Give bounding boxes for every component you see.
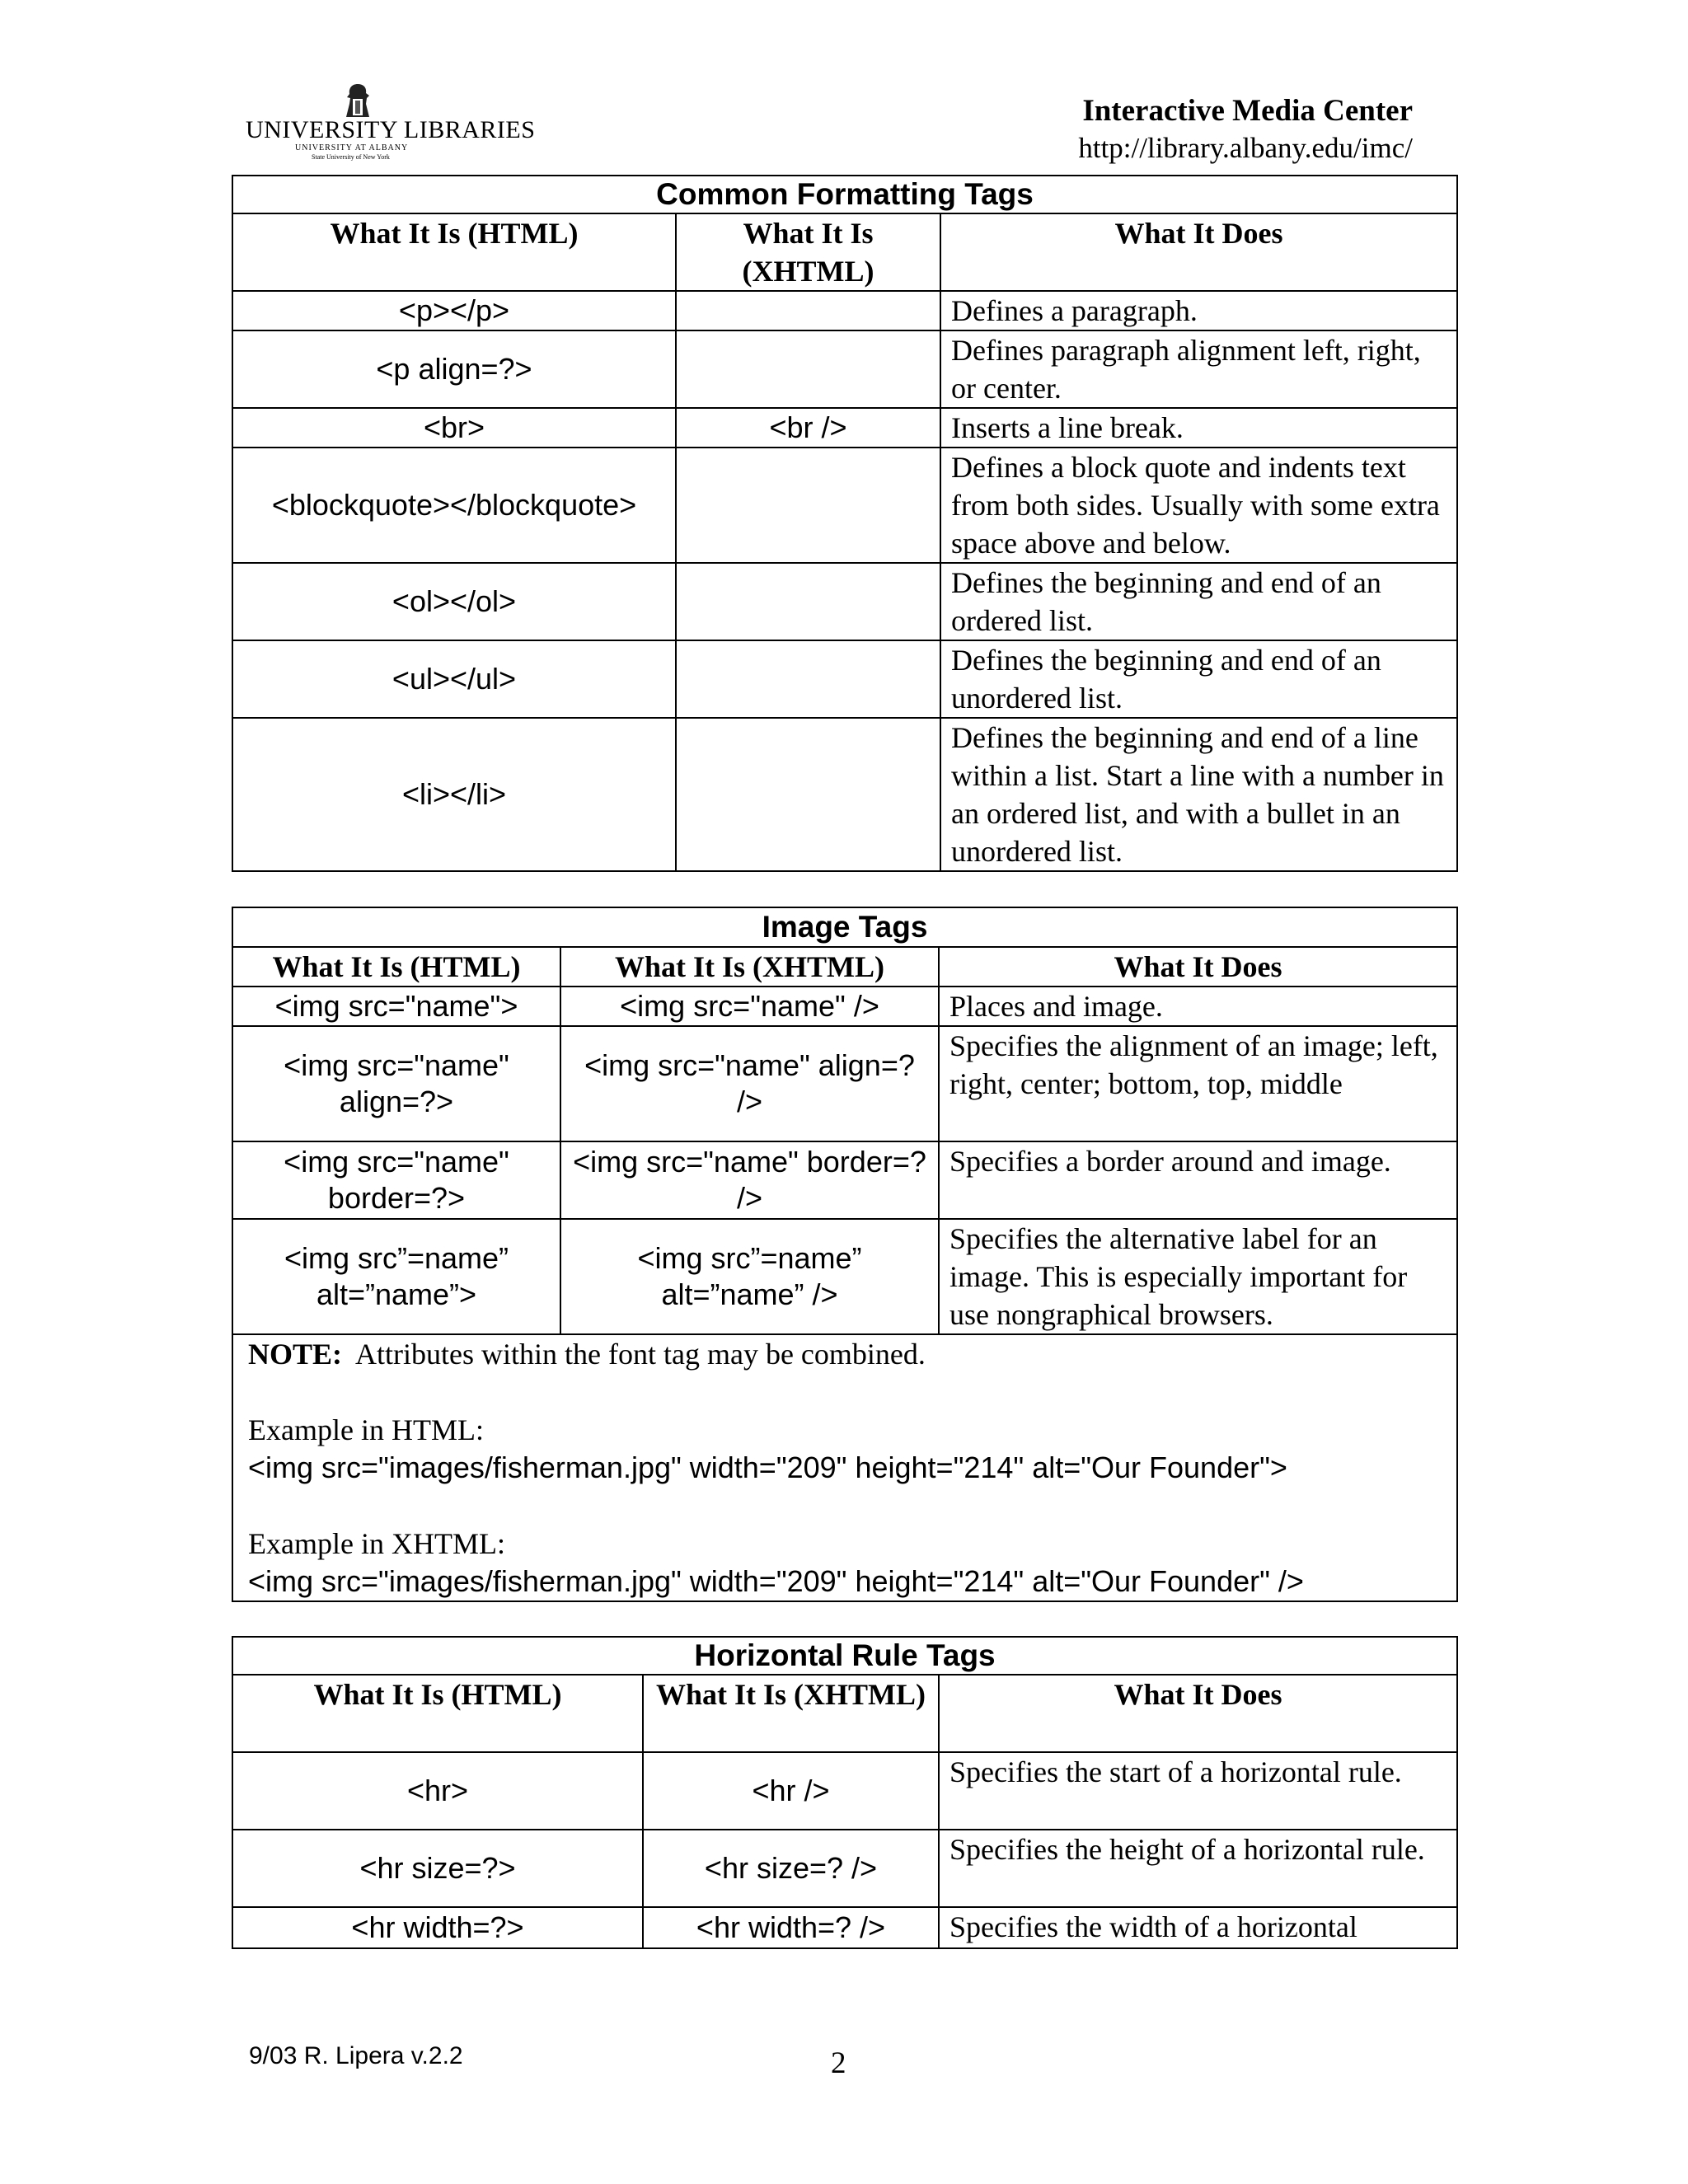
horizontal-rule-tags-table — [232, 1636, 1458, 1949]
xhtml-tag-cell — [676, 448, 940, 563]
table-row — [232, 1141, 1457, 1219]
formatting-tags-table — [232, 175, 1458, 872]
xhtml-tag-cell: <hr size=? /> — [643, 1830, 939, 1907]
xhtml-tag-cell — [676, 330, 940, 408]
xhtml-tag-cell: <img src="name" align=? /> — [560, 1026, 939, 1141]
xhtml-tag-cell — [676, 640, 940, 718]
description-cell: Defines the beginning and end of an unordered list. — [940, 640, 1457, 718]
note-row — [232, 1334, 1457, 1601]
header-info — [1078, 92, 1413, 166]
description-cell: Specifies a border around and image. — [939, 1141, 1457, 1219]
html-tag-cell: <br> — [232, 408, 676, 448]
html-tag-cell: <p></p> — [232, 291, 676, 330]
table-row — [232, 291, 1457, 330]
center-title: Interactive Media Center — [1082, 94, 1413, 128]
column-header: What It Is (XHTML) — [560, 947, 939, 987]
xhtml-tag-cell: <img src="name" /> — [560, 987, 939, 1026]
html-tag-cell: <img src="name" align=?> — [232, 1026, 560, 1141]
table-row — [232, 1907, 1457, 1948]
html-tag-cell: <hr width=?> — [232, 1907, 643, 1948]
table-row — [232, 1026, 1457, 1141]
html-tag-cell: <ul></ul> — [232, 640, 676, 718]
table-row — [232, 718, 1457, 871]
column-header: What It Is (HTML) — [232, 947, 560, 987]
description-cell: Defines the beginning and end of an ordered list. — [940, 563, 1457, 640]
column-header: What It Does — [939, 1675, 1457, 1752]
xhtml-tag-cell — [676, 718, 940, 871]
table-row — [232, 563, 1457, 640]
table-caption: Horizontal Rule Tags — [232, 1637, 1457, 1675]
note-text: Attributes within the font tag may be combined. — [342, 1338, 926, 1371]
html-tag-cell: <li></li> — [232, 718, 676, 871]
description-cell: Places and image. — [939, 987, 1457, 1026]
table-caption: Image Tags — [232, 907, 1457, 947]
html-tag-cell: <blockquote></blockquote> — [232, 448, 676, 563]
xhtml-tag-cell: <hr width=? /> — [643, 1907, 939, 1948]
description-cell: Defines the beginning and end of a line within a list. Start a line with a number in an ordered list, and with a bullet in an unordered list. — [940, 718, 1457, 871]
footer-author: 9/03 R. Lipera v.2.2 — [249, 2042, 463, 2069]
html-tag-cell: <img src="name" border=?> — [232, 1141, 560, 1219]
note-cell — [232, 1334, 1457, 1601]
column-header: What It Is (XHTML) — [676, 213, 940, 291]
column-header: What It Is (HTML) — [232, 213, 676, 291]
column-header: What It Does — [940, 213, 1457, 291]
description-cell: Specifies the alignment of an image; left, right, center; bottom, top, middle — [939, 1026, 1457, 1141]
html-tag-cell: <ol></ol> — [232, 563, 676, 640]
html-tag-cell: <img src”=name” alt=”name”> — [232, 1219, 560, 1334]
html-tag-cell: <hr> — [232, 1752, 643, 1830]
html-tag-cell: <hr size=?> — [232, 1830, 643, 1907]
description-cell: Inserts a line break. — [940, 408, 1457, 448]
description-cell: Defines paragraph alignment left, right, or center. — [940, 330, 1457, 408]
column-header: What It Is (XHTML) — [643, 1675, 939, 1752]
example-xhtml-code: <img src="images/fisherman.jpg" width="209" height="214" alt="Our Founder" /> — [248, 1564, 1304, 1598]
logo-subtitle-small: State University of New York — [312, 153, 390, 161]
table-row — [232, 408, 1457, 448]
table-row — [232, 1752, 1457, 1830]
column-header: What It Is (HTML) — [232, 1675, 643, 1752]
center-url[interactable]: http://library.albany.edu/imc/ — [1078, 132, 1413, 164]
html-tag-cell: <p align=?> — [232, 330, 676, 408]
description-cell: Specifies the width of a horizontal — [939, 1907, 1457, 1948]
table-row — [232, 1830, 1457, 1907]
description-cell: Specifies the height of a horizontal rule. — [939, 1830, 1457, 1907]
image-tags-table — [232, 907, 1458, 1602]
xhtml-tag-cell — [676, 291, 940, 330]
table-row — [232, 640, 1457, 718]
xhtml-tag-cell: <img src”=name” alt=”name” /> — [560, 1219, 939, 1334]
table-row — [232, 987, 1457, 1026]
page-number: 2 — [831, 2046, 846, 2080]
minerva-logo-icon — [341, 82, 374, 119]
table-row — [232, 448, 1457, 563]
description-cell: Specifies the alternative label for an image. This is especially important for use nongraphical browsers. — [939, 1219, 1457, 1334]
note-line — [248, 1335, 1442, 1373]
table-row — [232, 1219, 1457, 1334]
table-row — [232, 330, 1457, 408]
description-cell: Defines a block quote and indents text from both sides. Usually with some extra space above and below. — [940, 448, 1457, 563]
table-caption: Common Formatting Tags — [232, 176, 1457, 213]
university-libraries-logo — [246, 82, 536, 162]
logo-subtitle: UNIVERSITY AT ALBANY — [295, 143, 409, 152]
column-header: What It Does — [939, 947, 1457, 987]
html-tag-cell: <img src="name"> — [232, 987, 560, 1026]
xhtml-tag-cell: <br /> — [676, 408, 940, 448]
description-cell: Specifies the start of a horizontal rule. — [939, 1752, 1457, 1830]
example-xhtml-label: Example in XHTML: — [248, 1527, 505, 1560]
logo-name: UNIVERSITY LIBRARIES — [246, 116, 536, 143]
note-label: NOTE: — [248, 1338, 343, 1371]
xhtml-tag-cell: <hr /> — [643, 1752, 939, 1830]
example-html-code: <img src="images/fisherman.jpg" width="209" height="214" alt="Our Founder"> — [248, 1451, 1287, 1484]
description-cell: Defines a paragraph. — [940, 291, 1457, 330]
xhtml-tag-cell: <img src="name" border=? /> — [560, 1141, 939, 1219]
xhtml-tag-cell — [676, 563, 940, 640]
example-html-label: Example in HTML: — [248, 1413, 484, 1446]
